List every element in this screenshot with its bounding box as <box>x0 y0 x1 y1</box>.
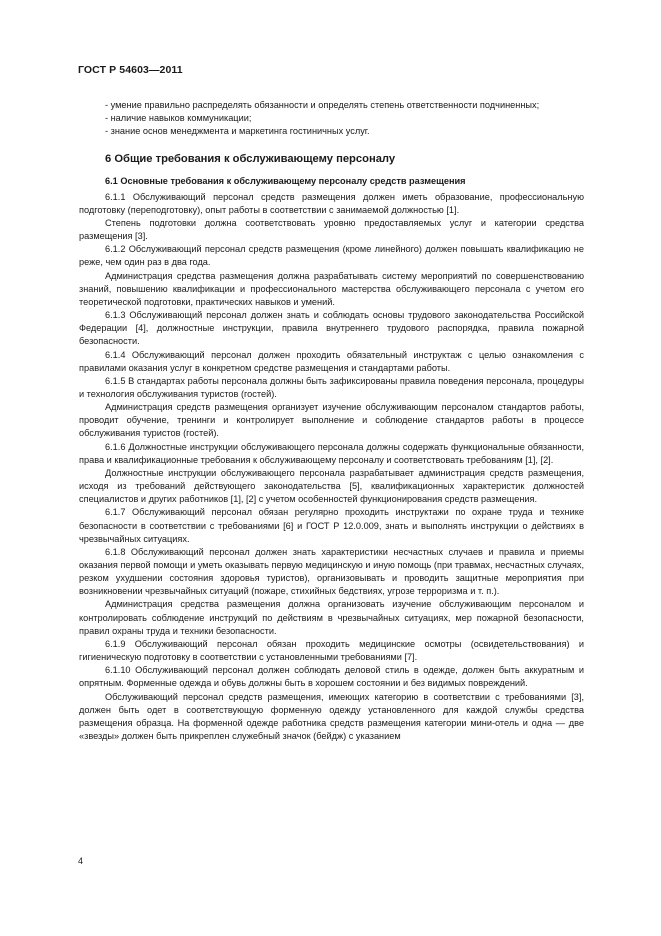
document-body <box>79 99 584 743</box>
paragraph: 6.1.3 Обслуживающий персонал должен знать и соблюдать основы трудового законодательства Российской Федерации [4], должностные инструкции, правила внутреннего трудового распорядка, правила пожарной безопасности. <box>79 310 584 347</box>
paragraph: 6.1.1 Обслуживающий персонал средств размещения должен иметь образование, профессиональную подготовку (переподготовку), опыт работы в соответствии с занимаемой должностью [1]. <box>79 191 584 215</box>
paragraph: 6.1.2 Обслуживающий персонал средств размещения (кроме линейного) должен повышать квалификацию не реже, чем один раз в два года. <box>79 244 584 268</box>
list-item: - умение правильно распределять обязанности и определять степень ответственности подчиненных; <box>105 100 540 110</box>
list-item: - наличие навыков коммуникации; <box>105 113 252 124</box>
paragraph: Администрация средства размещения должна разрабатывать систему мероприятий по совершенствованию знаний, повышению квалификации и профессионального мастерства обслуживающего персонала с учетом его теоретической подготовки, практических навыков и умений. <box>79 270 584 307</box>
paragraph: 6.1.6 Должностные инструкции обслуживающего персонала должны содержать функциональные обязанности, права и квалификационные требования к обслуживающему персоналу и соответствовать требованиям [1], [2]. <box>79 441 584 465</box>
subsection-heading: 6.1 Основные требования к обслуживающему персоналу средств размещения <box>105 176 466 187</box>
list-item: - знание основ менеджмента и маркетинга гостиничных услуг. <box>105 126 370 137</box>
paragraph: Степень подготовки должна соответствовать уровню предоставляемых услуг и категории средства размещения [3]. <box>79 217 584 242</box>
paragraph: 6.1.10 Обслуживающий персонал должен соблюдать деловой стиль в одежде, должен быть аккуратным и опрятным. Форменные одежда и обувь должны быть в хорошем состоянии и без видимых повреждений. <box>79 665 584 689</box>
paragraph: Обслуживающий персонал средств размещения, имеющих категорию в соответствии с требованиями [3], должен быть одет в соответствующую форменную одежду установленного для каждой службы средства размещения образца. На форменной одежде работника средств размещения категории мини-отель и одна — две «звезды» должен быть прикреплен служебный значок (бейдж) с указанием <box>79 691 584 742</box>
document-code-header: ГОСТ Р 54603—2011 <box>78 64 183 76</box>
paragraph: Должностные инструкции обслуживающего персонала разрабатывает администрация средств размещения, исходя из требований действующего законодательства [5], квалификационных характеристик должностей специалистов и других работников [1], [2] с учетом особенностей функционирования средств размещения. <box>79 467 584 505</box>
paragraph: 6.1.8 Обслуживающий персонал должен знать характеристики несчастных случаев и правила и приемы оказания первой помощи и уметь оказывать первую медицинскую и иную помощь (при травмах, несчастных случаях, резком ухудшении состояния здоровья туристов), организовывать и проводить защитные мероприятия при возникновении чрезвычайных ситуаций (пожаре, стихийных бедствиях, угрозе терроризма и т. п.). <box>79 546 584 597</box>
paragraph: 6.1.4 Обслуживающий персонал должен проходить обязательный инструктаж с целью ознакомления с правилами оказания услуг в конкретном средстве размещения и стандартами работы. <box>79 349 584 373</box>
paragraph: 6.1.9 Обслуживающий персонал обязан проходить медицинские осмотры (освидетельствования) и гигиеническую подготовку в соответствии с установленными требованиями [7]. <box>79 638 584 663</box>
page-number: 4 <box>78 856 84 866</box>
paragraph: Администрация средства размещения должна организовать изучение обслуживающим персоналом и контролировать соблюдение инструкций по действиям в чрезвычайных ситуациях, мер пожарной безопасности, правил охраны труда и техники безопасности. <box>79 599 584 636</box>
paragraph: 6.1.7 Обслуживающий персонал обязан регулярно проходить инструктажи по охране труда и технике безопасности в соответствии с требованиями [6] и ГОСТ Р 12.0.009, знать и выполнять инструкции о действиях в чрезвычайных ситуациях. <box>79 507 584 544</box>
section-heading: 6 Общие требования к обслуживающему персоналу <box>105 153 396 166</box>
paragraph: 6.1.5 В стандартах работы персонала должны быть зафиксированы правила поведения персонала, процедуры и технология обслуживания туристов (гостей). <box>79 375 584 399</box>
paragraph: Администрация средств размещения организует изучение обслуживающим персоналом стандартов работы, проводит обучение, тренинги и контролирует выполнение и соблюдение стандартов работы в процессе обслуживания туристов (гостей). <box>79 402 584 439</box>
